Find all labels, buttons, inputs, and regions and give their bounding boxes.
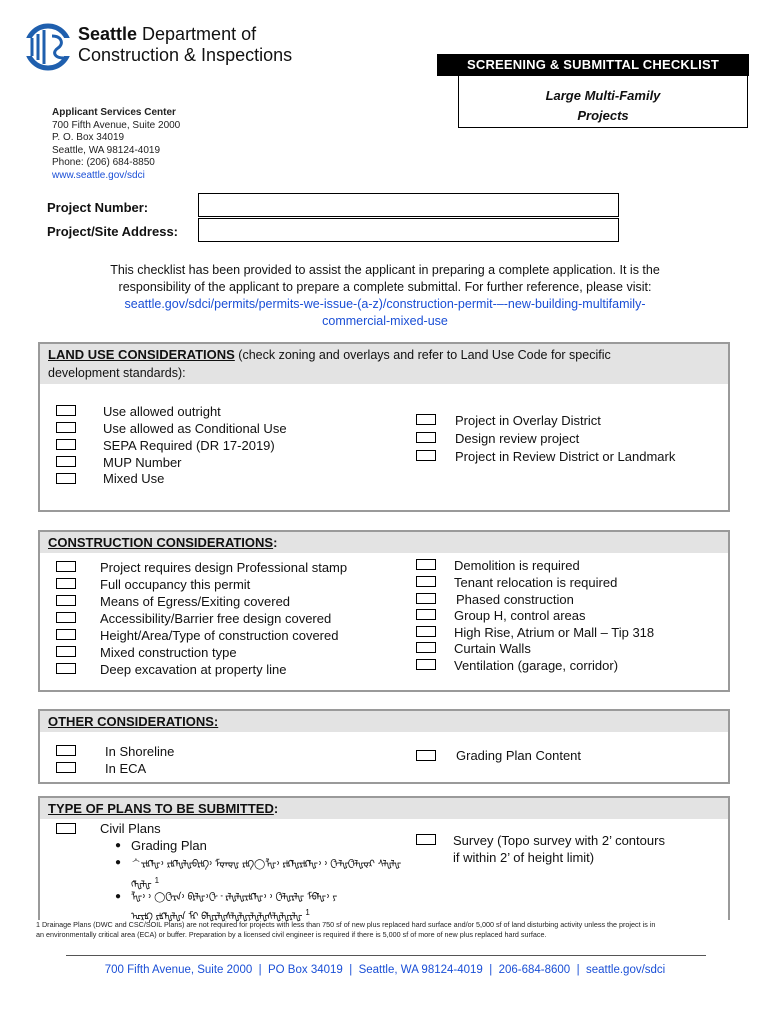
checkbox-group-h[interactable] [416,609,436,620]
checkbox-civil-plans[interactable] [56,823,76,834]
list-item: Mixed Use [103,471,165,486]
checkbox-overlay-district[interactable] [416,414,436,425]
list-item: Mixed construction type [100,645,237,660]
list-item: Project requires design Professional stamp [100,560,348,575]
civil-plans-label: Civil Plans [100,821,161,836]
list-item: Design review project [455,431,580,446]
checkbox-professional-stamp[interactable] [56,561,76,572]
list-item: High Rise, Atrium or Mall – Tip 318 [454,625,655,640]
list-item: Use allowed outright [103,404,221,419]
survey-label-line1: Survey (Topo survey with 2’ contours [453,833,665,848]
checkbox-phased-construction[interactable] [416,593,436,604]
list-item: Ventilation (garage, corridor) [454,658,619,673]
checkbox-use-allowed-outright[interactable] [56,405,76,416]
list-item: Full occupancy this permit [100,577,251,592]
checkbox-ventilation[interactable] [416,659,436,670]
checkbox-survey[interactable] [416,834,436,845]
list-item: Tenant relocation is required [454,575,618,590]
list-item: Accessibility/Barrier free design covered [100,611,332,626]
list-item: Use allowed as Conditional Use [103,421,287,436]
project-address-field[interactable] [198,218,619,242]
intro-text: This checklist has been provided to assist the applicant in preparing a complete application. It is the responsibility of the applicant to prepare a complete submittal. For further reference, please visit: seattle.gov/sdci/permits/permits-we-issue-(a-z)/construction-permit-–-new-building-multifamily- commercial-mixed-use [40,262,730,330]
checkbox-tenant-relocation[interactable] [416,576,436,587]
list-item: Height/Area/Type of construction covered [100,628,339,643]
checkbox-means-of-egress[interactable] [56,595,76,606]
soil-plan-garbled-text: ᡀ᠈ ᠈ ◯ᠿᠷᠠ᠈ ᠪᠷᡀ᠈ᠿ ᠊ ᠷᡀᡀᠷᡌᡀ᠈ ᠈ ᠿᡀᠷᡀ ᠮᠪᡀ᠈ ᠶ [131,892,338,903]
checkbox-eca[interactable] [56,762,76,773]
checkbox-mixed-construction[interactable] [56,646,76,657]
footnote: 1 Drainage Plans (DWC and CSC/SOIL Plans) are not required for projects with less than 750 sf of new plus replaced hard surface and/or 5,000 sf of land disturbing activity unless the project is in an environmentally critical area (ECA) or buffer. Preparation by a licensed civil engineer is required if there is 5,000 sf of more of new plus replaced hard surface. [36,920,656,939]
checkbox-grading-plan-content[interactable] [416,750,436,761]
list-item: In ECA [105,761,147,776]
checkbox-accessibility[interactable] [56,612,76,623]
checkbox-mixed-use[interactable] [56,473,76,484]
list-item: SEPA Required (DR 17-2019) [103,438,275,453]
checkbox-sepa-required[interactable] [56,439,76,450]
checkbox-design-review[interactable] [416,432,436,443]
checkbox-mup-number[interactable] [56,456,76,467]
department-name: Seattle Department of Construction & Inspections [78,24,293,65]
bullet-icon: ● [115,857,122,868]
land-use-header: LAND USE CONSIDERATIONS (check zoning and overlays and refer to Land Use Code for specific development standards): [40,344,728,384]
drainage-plan-garbled-text-2: ᠬᡀᡀ $^1$ [131,876,160,891]
project-address-label: Project/Site Address: [47,224,179,239]
applicant-services-address: Applicant Services Center 700 Fifth Avenue, Suite 2000 P. O. Box 34019 Seattle, WA 98124-4019 Phone: (206) 684-8850 www.seattle.gov/sdci [52,107,181,181]
list-item: Deep excavation at property line [100,662,287,677]
checkbox-review-district[interactable] [416,450,436,461]
list-item: Grading Plan Content [456,748,582,763]
list-item: Project in Review District or Landmark [455,449,676,464]
checkbox-shoreline[interactable] [56,745,76,756]
list-item: MUP Number [103,455,182,470]
checkbox-conditional-use[interactable] [56,422,76,433]
checkbox-height-area-type[interactable] [56,629,76,640]
list-item: Demolition is required [454,558,580,573]
construction-header: CONSTRUCTION CONSIDERATIONS: [40,532,728,553]
footer-divider [66,955,706,956]
project-number-label: Project Number: [47,200,149,215]
checkbox-deep-excavation[interactable] [56,663,76,674]
reference-link-line2[interactable]: commercial-mixed-use [322,314,448,328]
website-link[interactable]: www.seattle.gov/sdci [52,169,145,181]
checkbox-full-occupancy[interactable] [56,578,76,589]
checkbox-demolition[interactable] [416,559,436,570]
seattle-logo-icon [24,22,72,72]
bullet-icon: ● [115,891,122,902]
other-considerations-header: OTHER CONSIDERATIONS: [40,711,728,732]
list-item: Curtain Walls [454,641,531,656]
survey-label-line2: if within 2’ of height limit) [453,850,595,865]
list-item: Project in Overlay District [455,413,601,428]
list-item: Group H, control areas [454,608,586,623]
list-item: Means of Egress/Exiting covered [100,594,291,609]
plans-header: TYPE OF PLANS TO BE SUBMITTED: [40,798,728,819]
soil-plan-garbled-text-2: ᡅᠷᡌ ᠷᡌᡀᡀᠠ ᠮᠷ ᠪᡀᠷᡀᠰᡀᡀᠶᡀᡀᠰᡀᡀᠷᡀ $^1$ [131,908,310,923]
drainage-plan-garbled-text: ᄉ᠊ᠷᡌᡀ᠈ ᠷᡌᡀᡀᠪᠷᡌ᠈ ᠮᡇᠡᡇᡁ ᠷᡌ◯ᡀ᠈ ᠷᡌᡀᠷᡌᡀ᠈ ᠈ ᠿ᠊ᡀᠿᡀᡇᠷ ᠰᡀᡀ [131,859,402,870]
checkbox-curtain-walls[interactable] [416,642,436,653]
page-footer: 700 Fifth Avenue, Suite 2000 | PO Box 34019 | Seattle, WA 98124-4019 | 206-684-8600 | seattle.gov/sdci [104,964,666,976]
list-item: In Shoreline [105,744,175,759]
list-item: Phased construction [456,592,574,607]
bullet-icon: ● [115,840,122,851]
reference-link-line1[interactable]: seattle.gov/sdci/permits/permits-we-issue-(a-z)/construction-permit-–-new-building-multifamily- [124,297,646,311]
checklist-subtitle: Large Multi-Family Projects [458,76,748,128]
checkbox-high-rise[interactable] [416,626,436,637]
grading-plan-label: Grading Plan [131,838,207,853]
project-number-field[interactable] [198,193,619,217]
checklist-title: SCREENING & SUBMITTAL CHECKLIST [437,54,749,76]
